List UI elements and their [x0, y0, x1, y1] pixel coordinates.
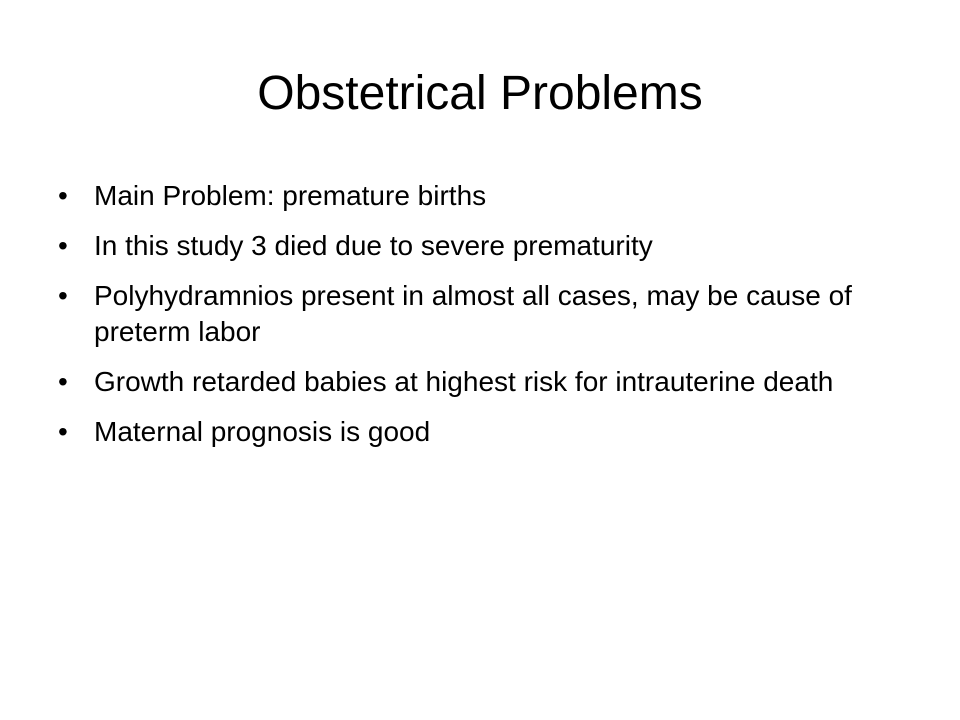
bullet-list	[58, 178, 918, 464]
bullet-text: In this study 3 died due to severe prematurity	[94, 230, 653, 261]
bullet-item-study-deaths	[58, 228, 918, 264]
bullet-dot-icon: •	[58, 416, 68, 447]
bullet-item-growth-retarded	[58, 364, 918, 400]
bullet-dot-icon: •	[58, 230, 68, 261]
slide-title: Obstetrical Problems	[257, 67, 703, 120]
bullet-text: Growth retarded babies at highest risk for intrauterine death	[94, 366, 834, 397]
bullet-dot-icon: •	[58, 180, 68, 211]
bullet-item-maternal-prognosis	[58, 414, 918, 450]
bullet-text: Polyhydramnios present in almost all cases, may be cause of preterm labor	[94, 280, 852, 347]
bullet-item-polyhydramnios	[58, 278, 918, 350]
bullet-text: Maternal prognosis is good	[94, 416, 431, 447]
bullet-dot-icon: •	[58, 280, 68, 311]
bullet-item-main-problem	[58, 178, 918, 214]
bullet-text: Main Problem: premature births	[94, 180, 487, 211]
bullet-dot-icon: •	[58, 366, 68, 397]
